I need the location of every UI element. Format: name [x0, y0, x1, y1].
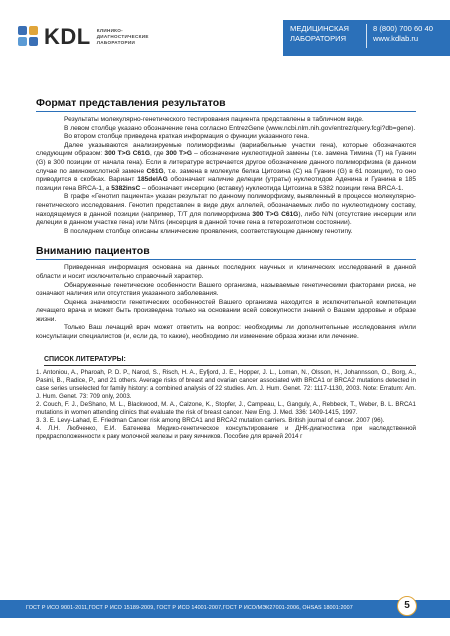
- paragraph: Приведенная информация основана на данных последних научных и клинических исследований в данной области и носит исключительно справочный характер.: [36, 264, 416, 280]
- paragraph: Результаты молекулярно-генетического тестирования пациента представлены в табличном виде.: [64, 116, 364, 123]
- literature-item: 1. Antoniou, A., Pharoah, P. D. P., Narod, S., Risch, H. A., Eyfjord, J. E., Hopper, J. L., Loman, N., Olsson, H., Johannsson, O., Borg, A., Pasini, B., Radice, P., and 21 others. Average risks of breast and ovarian cancer associated with BRCA1 or BRCA2 mutations detected in case series unselected for family history: a combined analysis of 22 studies. Am. J. Hum. Genet. 72: 1117-1130, 2003. Note: Erratum: Am. J. Hum. Genet. 73: 709 only, 2003.: [36, 368, 416, 400]
- main-content: [36, 97, 416, 441]
- logo-subtitle: КЛИНИКО- ДИАГНОСТИЧЕСКИЕ ЛАБОРАТОРИИ: [96, 28, 149, 45]
- page-number: 5: [397, 596, 417, 616]
- page-header: [0, 0, 450, 66]
- paragraph-polymorphism: Далее указываются анализируемые полиморфизмы (вариабельные участки гена), которые обозначаются следующим образом: 300 T>G C61G, где 300 T>G – обозначение нуклеотидной замены (т.е. замена Тимина (T) на Гуанин (G) в 300 позиции от начала гена). Если в литературе встречается другое обозначение данного полиморфизма (в данном случае по аминокислотной замене C61G, т.е. замена в молекуле белка Цитозина (C) на Гуанин (G) в 61 позиции), то оно приводится в скобках. Вариант 185delAG обозначает наличие делеции (утраты) нуклеотидов Аденина и Гуанина в 185 позиции гена BRCA-1, а 5382insC – обозначает инсерцию (вставку) нуклеотида Цитозина в 5382 позиции гена BRCA-1.: [36, 141, 417, 192]
- header-contacts: [373, 24, 433, 44]
- paragraph: Оценка значимости генетических особенностей Вашего организма находится в исключительной компетенции лечащего врача и может быть произведена только на основании всей совокупности знаний о Вашем здоровье и образе жизни.: [36, 298, 416, 323]
- section-title-format: Формат представления результатов: [36, 97, 416, 112]
- phone-number[interactable]: 8 (800) 700 60 40: [373, 24, 433, 33]
- header-divider: [366, 24, 367, 48]
- paragraph: Во втором столбце приведена краткая информация о функции указанного гена.: [64, 133, 310, 141]
- literature-item: 3. 3. E. Levy-Lahad, E. Friedman Cancer risk among BRCA1 and BRCA2 mutation carriers. British journal of cancer. 2007 (96).: [36, 416, 385, 424]
- header-lab-label: МЕДИЦИНСКАЯ ЛАБОРАТОРИЯ: [290, 24, 350, 43]
- website-link[interactable]: www.kdlab.ru: [373, 34, 419, 43]
- paragraph: Обнаруженные генетические особенности Вашего организма, называемые генетическими факторами риска, не означают наличия или отсутствия указанного заболевания.: [36, 281, 416, 298]
- paragraph: Только Ваш лечащий врач может ответить на вопрос: необходимы ли дополнительные исследования и/или консультации специалистов (и, если да, то какие), необходимо ли изменение образа жизни или лечение.: [36, 324, 416, 341]
- paragraph: В левом столбце указано обозначение гена согласно EntrezGene (www.ncbi.nlm.nih.gov/entrez/query.fcgi?db=gene).: [64, 124, 416, 132]
- logo-text: KDL: [44, 24, 91, 49]
- logo-mark-icon: [18, 26, 40, 48]
- literature-title: СПИСОК ЛИТЕРАТУРЫ:: [44, 356, 416, 366]
- literature-list: [36, 369, 416, 441]
- paragraph-genotype: В графе «Генотип пациента» указан результат по данному полиморфизму, выявленный в процессе молекулярно-генетического исследования. Генотип представлен в виде двух аллелей, обозначаемых либо по нуклеотидному составу, находящемуся в данной позиции (например, T/T для полиморфизма 300 T>G C61G), либо N/N (отсутствие инсерции или делеции в данном участке гена) или N/ins (инсерция в данной точке гена в гетерозиготном состоянии).: [36, 193, 416, 227]
- kdl-logo: [18, 24, 149, 50]
- paragraph: В последнем столбце описаны клинические проявления, соответствующие данному генотипу.: [64, 227, 353, 235]
- literature-item: 4. Л.Н. Любченко, Е.И. Батенева Медико-генетическое консультирование и ДНК-диагностика при наследственной предрасположенности к раку молочной железы и раку яичников. Пособие для врачей 2014 г: [36, 424, 416, 440]
- footer-standards: ГОСТ Р ИСО 9001-2011,ГОСТ Р ИСО 15189-2009, ГОСТ Р ИСО 14001-2007,ГОСТ Р ИСО/МЭК27001-2006, OHSAS 18001:2007: [26, 605, 353, 611]
- section-title-attention: Вниманию пациентов: [36, 245, 416, 260]
- literature-item: 2. Couch, F. J., DeShano, M. L., Blackwood, M. A., Calzone, K., Stopfer, J., Campeau, L., Ganguly, A., Rebbeck, T., Weber, B. L. BRCA1 mutations in women attending clinics that evaluate the risk of breast cancer. New Eng. J. Med. 336: 1409-1415, 1997.: [36, 400, 416, 416]
